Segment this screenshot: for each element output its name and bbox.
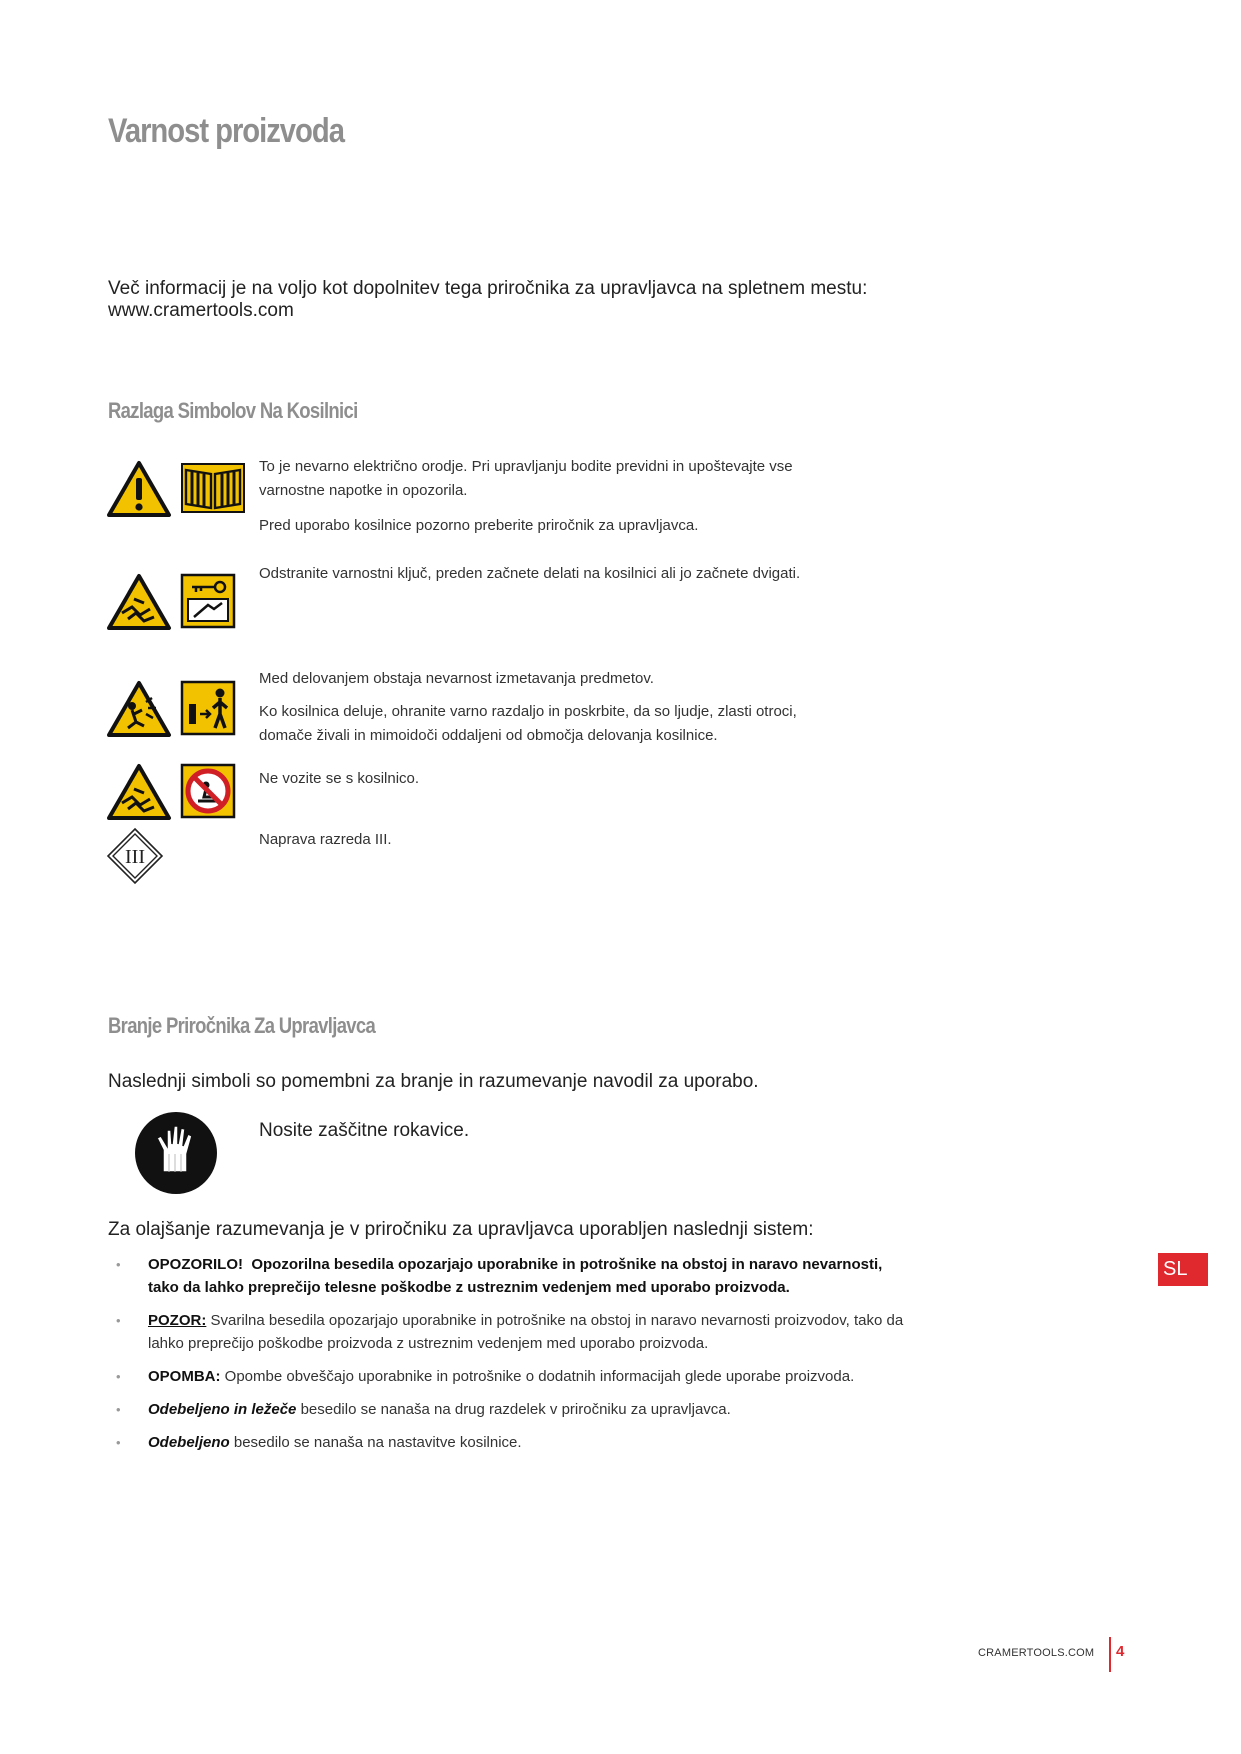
remove-key-icon bbox=[180, 573, 236, 629]
bullet-dot: • bbox=[116, 1435, 121, 1450]
class-three-icon bbox=[106, 827, 164, 885]
language-tab: SL bbox=[1158, 1253, 1208, 1286]
bold-italic-desc: besedilo se nanaša na drug razdelek v priročniku za upravljavca. bbox=[300, 1401, 731, 1418]
thrown-objects-icon bbox=[106, 680, 172, 738]
no-riding-icon bbox=[180, 763, 236, 819]
footer-divider bbox=[1109, 1637, 1111, 1672]
note-label: OPOMBA: bbox=[148, 1368, 221, 1385]
general-warning-icon bbox=[106, 460, 172, 518]
bullet-dot: • bbox=[116, 1313, 121, 1328]
blade-hazard-icon-2 bbox=[106, 763, 172, 821]
manual-lead: Naslednji simboli so pomembni za branje in razumevanje navodil za uporabo. bbox=[108, 1071, 759, 1092]
symbols-heading: Razlaga Simbolov Na Kosilnici bbox=[108, 398, 358, 423]
bold-italic-label: Odebeljeno in ležeče bbox=[148, 1401, 297, 1418]
class-three-label: III bbox=[125, 846, 145, 868]
page-number: 4 bbox=[1116, 1643, 1125, 1660]
note-desc: Opombe obveščajo uporabnike in potrošnike o dodatnih informacijah glede uporabe proizvoda. bbox=[224, 1368, 855, 1385]
symbol-desc-1a: To je nevarno električno orodje. Pri upravljanju bodite previdni in upoštevajte vse varnostne napotke in opozorila. bbox=[259, 458, 793, 499]
caution-desc: Svarilna besedila opozarjajo uporabnike in potrošnike na obstoj in naravo nevarnosti proizvodov, tako da lahko preprečijo poškodbe proizvoda z ustreznim vedenjem med uporabo proizvoda. bbox=[148, 1312, 904, 1352]
warning-label: OPOZORILO! bbox=[148, 1256, 243, 1273]
footer-website: CRAMERTOOLS.COM bbox=[978, 1647, 1095, 1659]
blade-hazard-icon bbox=[106, 573, 172, 631]
bullet-text bbox=[148, 1253, 908, 1299]
bullet-dot: • bbox=[116, 1257, 121, 1272]
page-title: Varnost proizvoda bbox=[108, 112, 344, 150]
gloves-icon bbox=[133, 1110, 219, 1196]
keep-distance-icon bbox=[180, 680, 236, 736]
symbol-desc-2: Odstranite varnostni ključ, preden začnete delati na kosilnici ali jo začnete dvigati. bbox=[259, 565, 801, 582]
bullet-dot: • bbox=[116, 1402, 121, 1417]
symbol-desc-3b: Ko kosilnica deluje, ohranite varno razdaljo in poskrbite, da so ljudje, zlasti otroci, domače živali in mimoidoči oddaljeni od območja delovanja kosilnice. bbox=[259, 703, 797, 744]
bullet-text bbox=[148, 1365, 908, 1388]
caution-label: POZOR: bbox=[148, 1312, 207, 1329]
read-manual-icon bbox=[180, 462, 246, 514]
bold-label: Odebeljeno bbox=[148, 1434, 230, 1451]
bold-desc: besedilo se nanaša na nastavitve kosilnice. bbox=[233, 1434, 522, 1451]
symbol-desc-5: Naprava razreda III. bbox=[259, 831, 392, 848]
manual-heading: Branje Priročnika Za Upravljavca bbox=[108, 1013, 376, 1038]
symbol-desc-1b: Pred uporabo kosilnice pozorno preberite priročnik za upravljavca. bbox=[259, 517, 699, 534]
bullet-text bbox=[148, 1309, 908, 1355]
bullet-text bbox=[148, 1398, 908, 1421]
system-lead: Za olajšanje razumevanja je v priročniku za upravljavca uporabljen naslednji sistem: bbox=[108, 1219, 814, 1240]
bullet-text bbox=[148, 1431, 908, 1454]
intro-line-1: Več informacij je na voljo kot dopolnitev tega priročnika za upravljavca na spletnem mestu: bbox=[108, 278, 868, 299]
warning-desc: Opozorilna besedila opozarjajo uporabnike in potrošnike na obstoj in naravo nevarnosti, tako da lahko preprečijo telesne poškodbe z ustreznim vedenjem med uporabo proizvoda. bbox=[148, 1256, 883, 1296]
intro-text bbox=[108, 278, 928, 322]
intro-website: www.cramertools.com bbox=[108, 300, 294, 321]
symbol-desc-3a: Med delovanjem obstaja nevarnost izmetavanja predmetov. bbox=[259, 670, 654, 687]
bullet-dot: • bbox=[116, 1369, 121, 1384]
gloves-text: Nosite zaščitne rokavice. bbox=[259, 1120, 470, 1141]
symbol-desc-4: Ne vozite se s kosilnico. bbox=[259, 770, 420, 787]
